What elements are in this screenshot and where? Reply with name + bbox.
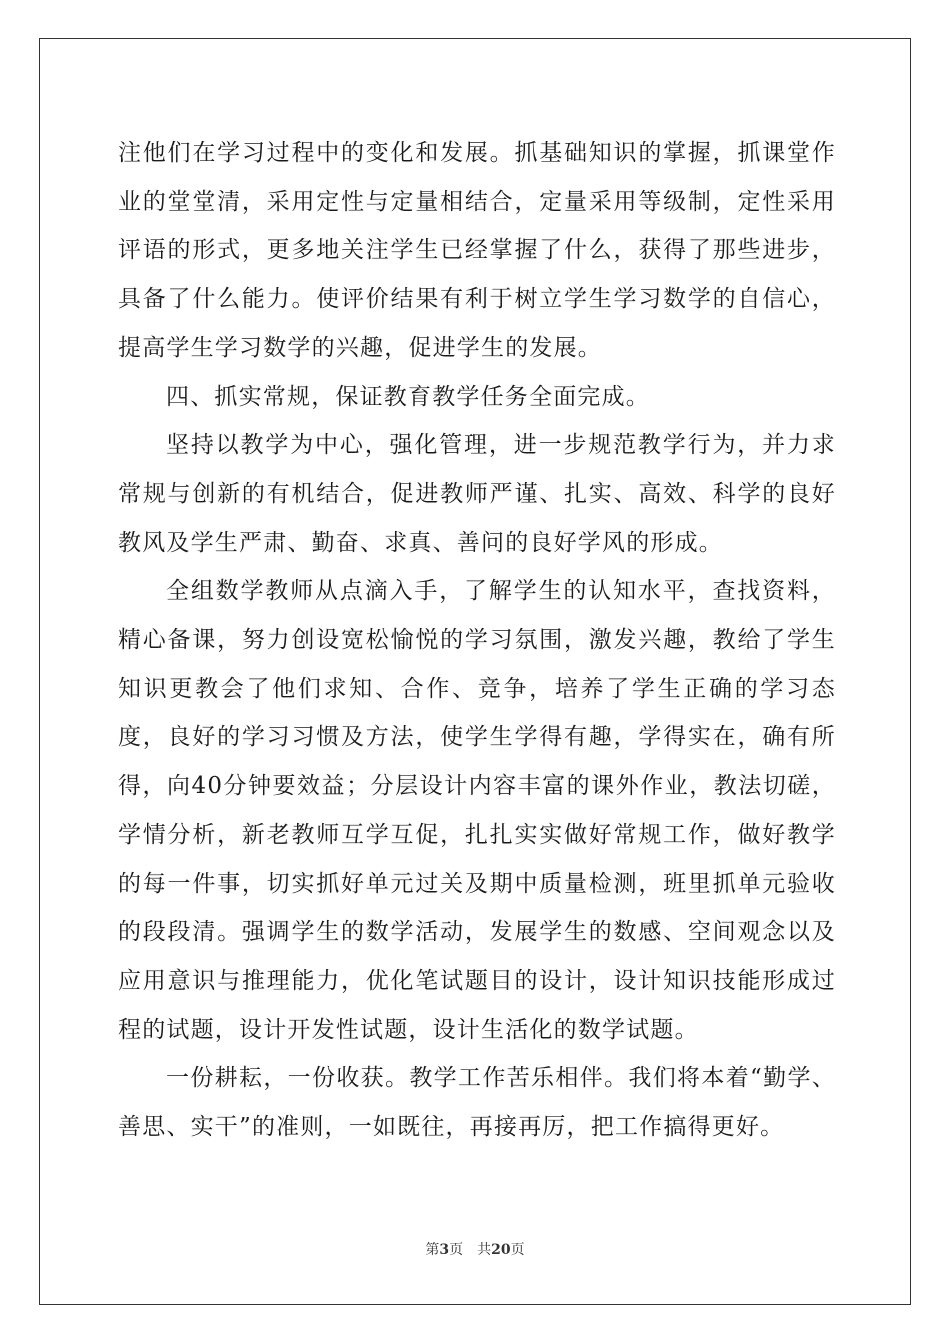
paragraph-management: 坚持以教学为中心，强化管理，进一步规范教学行为，并力求常规与创新的有机结合，促进教师严谨、扎实、高效、科学的良好教风及学生严肃、勤奋、求真、善问的良好学风的形成。 [118, 432, 836, 556]
paragraph-section-heading: 四、抓实常规，保证教育教学任务全面完成。 [166, 383, 650, 410]
paragraph-conclusion: 一份耕耘，一份收获。教学工作苦乐相伴。我们将本着“勤学、善思、实干”的准则，一如既往，再接再厉，把工作搞得更好。 [118, 1065, 836, 1141]
paragraph-teaching-practice: 全组数学教师从点滴入手，了解学生的认知水平，查找资料，精心备课，努力创设宽松愉悦的学习氛围，激发兴趣，教给了学生知识更教会了他们求知、合作、竞争，培养了学生正确的学习态度，良好的学习习惯及方法，使学生学得有趣，学得实在，确有所得，向40分钟要效益；分层设计内容丰富的课外作业，教法切磋，学情分析，新老教师互学互促，扎扎实实做好常规工作，做好教学的每一件事，切实抓好单元过关及期中质量检测，班里抓单元验收的段段清。强调学生的数学活动，发展学生的数感、空间观念以及应用意识与推理能力，优化笔试题目的设计，设计知识技能形成过程的试题，设计开发性试题，设计生活化的数学试题。 [118, 578, 836, 1043]
total-prefix: 共 [477, 1242, 492, 1258]
page-number: 3 [439, 1242, 450, 1258]
page-prefix: 第 [425, 1242, 440, 1258]
total-pages: 20 [491, 1242, 511, 1258]
total-suffix: 页 [510, 1242, 525, 1258]
page-suffix: 页 [449, 1242, 464, 1258]
paragraph-continuation: 注他们在学习过程中的变化和发展。抓基础知识的掌握，抓课堂作业的堂堂清，采用定性与定量相结合，定量采用等级制，定性采用评语的形式，更多地关注学生已经掌握了什么，获得了那些进步，具备了什么能力。使评价结果有利于树立学生学习数学的自信心，提高学生学习数学的兴趣，促进学生的发展。 [118, 140, 836, 361]
page-footer [0, 1239, 950, 1259]
document-body [118, 129, 836, 1152]
